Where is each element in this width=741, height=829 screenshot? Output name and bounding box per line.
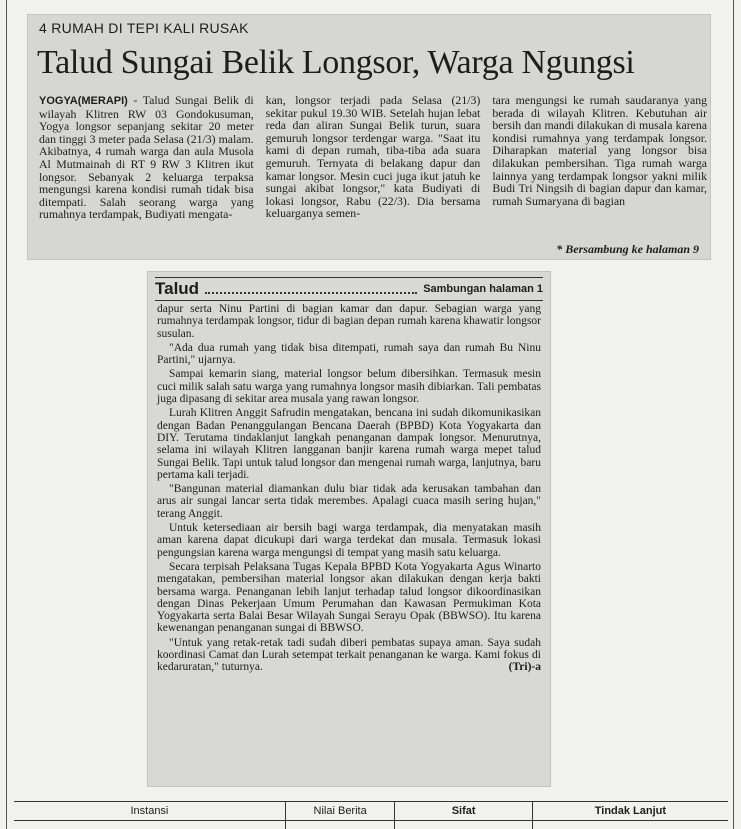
paragraph: dapur serta Ninu Partini di bagian kamar dan dapur. Sebagian warga yang rumahnya terdampak longsor, tidur di bagian depan rumah karena khawatir longsor susulan.	[157, 303, 541, 340]
clipping-form-table	[14, 801, 728, 821]
form-header-nilai-berita: Nilai Berita	[285, 802, 395, 820]
form-cell-tindak-lanjut[interactable]	[532, 819, 728, 829]
continuation-body	[157, 303, 541, 676]
paragraph: Secara terpisah Pelaksana Tugas Kepala BPBD Kota Yogyakarta Agus Winarto mengatakan, pembersihan material longsor akan dilakukan dengan kerja bakti bersama warga. Penanganan lebih lanjut terhadap talud longsor dikoordinasikan dengan Dinas Pekerjaan Umum Perumahan dan Kawasan Permukiman Kota Yogyakarta serta Balai Besar Wilayah Sungai Serayu Opak (BBWSO). Itu karena kewenangan penanganan sungai di BBWSO.	[157, 560, 541, 635]
article-clipping-continuation	[147, 271, 551, 787]
article-clipping-main	[27, 14, 711, 260]
continuation-header	[155, 277, 543, 301]
paragraph: Sampai kemarin siang, material longsor belum dibersihkan. Termasuk mesin cuci milik salah satu warga yang rumahnya longsor masih dibiarkan. Tali pembatas juga dipasang di sekitar area musala yang rawan longsor.	[157, 368, 541, 406]
article-kicker: 4 RUMAH DI TEPI KALI RUSAK	[39, 20, 249, 36]
form-header-sifat: Sifat	[394, 802, 531, 820]
form-header-instansi: Instansi	[130, 805, 169, 817]
article-column-3-text: tara mengungsi ke rumah saudaranya yang berada di wilayah Klitren. Kebutuhan air bersih dan mandi dilakukan di musala karena kondisi rumahnya yang terdampak longsor. Diharapkan material yang longsor bisa dilakukan pembersihan. Tiga rumah warga lainnya yang terdampak longsor yakni milik Budi Tri Ningsih di bagian dapur dan kamar, rumah Sumaryana di bagian	[492, 93, 708, 208]
form-cell-sifat[interactable]	[394, 819, 531, 829]
paragraph-last	[157, 637, 541, 674]
article-column-1-text: - Talud Sungai Belik di wilayah Klitren RW 03 Gondokusuman, Yogya longsor sepanjang sekitar 20 meter dan tinggi 3 meter pada Selasa (21/3) malam. Akibatnya, 4 rumah warga dan aula Musola Al Mutmainah di RT 9 RW 3 Klitren ikut longsor. Sebanyak 2 keluarga terpaksa mengungsi karena kondisi rumah tidak bisa ditempati. Salah seorang warga yang rumahnya terdampak, Budiyati mengata-	[39, 93, 254, 222]
form-header-tindak-lanjut: Tindak Lanjut	[532, 802, 728, 820]
article-dateline: YOGYA(MERAPI)	[39, 95, 128, 107]
article-column-2-text: kan, longsor terjadi pada Selasa (21/3) sekitar pukul 19.30 WIB. Setelah hujan lebat reda dan aliran Sungai Belik turun, suara gemuruh longsor terdengar warga. "Saat itu kami di depan rumah, tiba-tiba ada suara gemuruh. Ternyata di belakang dapur dan kamar longsor. Mesin cuci juga ikut jatuh ke sungai akibat longsor," kata Budiyati di lokasi longsor, Rabu (22/3). Dia bersama keluarganya semen-	[265, 93, 481, 221]
paragraph: "Bangunan material diamankan dulu biar tidak ada kerusakan tambahan dan arus air sungai lancar serta tidak merembes. Apalagi cuaca masih sering hujan," terang Anggit.	[157, 483, 541, 520]
form-cell-nilai-berita[interactable]	[285, 819, 395, 829]
paragraph: Lurah Klitren Anggit Safrudin mengatakan, bencana ini sudah dikomunikasikan dengan Badan Penanggulangan Bencana Daerah (BPBD) Kota Yogyakarta dan DIY. Terutama tindaklanjut langkah penanganan dampak longsor. Menurutnya, selama ini wilayah Klitren langganan banjir karena rumah warga mepet talud Sungai Belik. Tapi untuk talud longsor dan mengenai rumah warga, lanjutnya, baru pertama kali terjadi.	[157, 407, 541, 481]
paragraph-last-text: "Untuk yang retak-retak tadi sudah diberi pembatas supaya aman. Saya sudah koordinasi Camat dan Lurah setempat terkait penanganan ke warga. Kami fokus di kedaruratan," tuturnya.	[157, 636, 541, 674]
leader-dots	[205, 284, 417, 294]
author-signature: (Tri)-a	[508, 661, 541, 674]
article-column-3	[492, 94, 707, 221]
continued-note: * Bersambung ke halaman 9	[556, 242, 699, 256]
article-columns	[39, 94, 707, 221]
continuation-source: Sambungan halaman 1	[423, 283, 543, 295]
page-frame-left	[6, 0, 7, 829]
clipping-form-row	[14, 819, 728, 829]
paragraph: Untuk ketersediaan air bersih bagi warga terdampak, dia menyatakan masih aman karena dapat dicukupi dari warga terdekat dan musala. Termasuk lokasi pengungsian karena warga mengungsi di tempat yang masih satu keluarga.	[157, 522, 541, 559]
article-headline: Talud Sungai Belik Longsor, Warga Ngungsi	[37, 44, 635, 81]
paragraph: "Ada dua rumah yang tidak bisa ditempati, rumah saya dan rumah Bu Ninu Partini," ujarnya.	[157, 341, 541, 367]
article-column-1	[39, 94, 254, 221]
article-column-2	[266, 94, 481, 221]
page-frame-right	[733, 0, 734, 829]
continuation-title: Talud	[155, 279, 200, 298]
form-cell-instansi[interactable]	[14, 819, 285, 829]
